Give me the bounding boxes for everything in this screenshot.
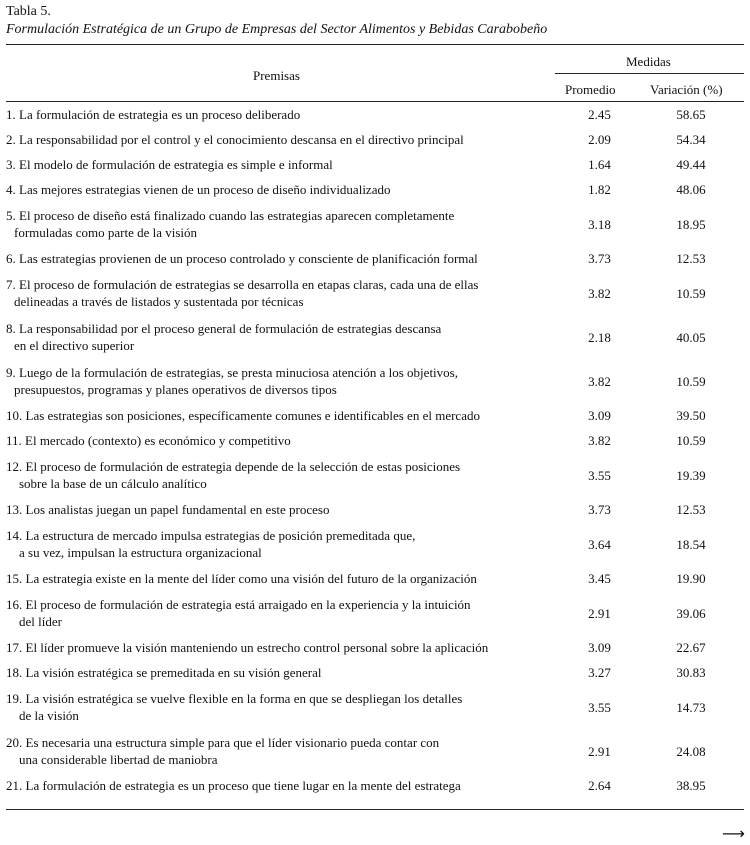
table-row (6, 635, 744, 660)
variacion-value: 18.95 (676, 216, 706, 232)
promedio-value: 3.45 (588, 571, 611, 586)
promedio-value: 3.18 (588, 216, 611, 232)
premisa-line: presupuestos, programas y planes operativos de diversos tipos (14, 382, 337, 397)
premisa-line: en el directivo superior (14, 338, 135, 353)
promedio-value: 3.09 (588, 408, 611, 423)
premisa-text (6, 773, 561, 798)
promedio-value: 3.82 (588, 285, 611, 301)
premisa-text (6, 403, 561, 428)
variacion-value: 12.53 (676, 502, 706, 517)
table-row (6, 315, 744, 359)
premisa-text (6, 428, 561, 453)
variacion-value: 22.67 (676, 640, 706, 655)
premisa-text (6, 315, 561, 359)
header-premisas: Premisas (253, 68, 300, 83)
variacion-value: 49.44 (676, 157, 706, 172)
premisa-line: sobre la base de un cálculo analítico (19, 476, 207, 491)
premisa-text (6, 522, 561, 566)
table-row (6, 428, 744, 453)
premisas-table (6, 102, 744, 798)
variacion-value: 14.73 (676, 699, 706, 715)
premisa-line: 17. El líder promueve la visión manteniendo un estrecho control personal sobre la aplicación (6, 640, 489, 655)
premisa-line: 16. El proceso de formulación de estrategia está arraigado en la experiencia y la intuición (6, 597, 471, 612)
variacion-value: 10.59 (676, 373, 706, 389)
premisa-line: del líder (19, 614, 62, 629)
premisa-text (6, 660, 561, 685)
premisa-line: 18. La visión estratégica se premeditada en su visión general (6, 665, 322, 680)
table-number: Tabla 5. (6, 4, 51, 19)
medidas-rule (555, 73, 744, 74)
table-row (6, 246, 744, 271)
table-row (6, 403, 744, 428)
promedio-value: 2.64 (588, 778, 611, 793)
table-row (6, 453, 744, 497)
promedio-value: 1.82 (588, 182, 611, 197)
promedio-value: 3.09 (588, 640, 611, 655)
table-row (6, 566, 744, 591)
table-row (6, 729, 744, 773)
variacion-value: 40.05 (676, 329, 706, 345)
premisa-line: 7. El proceso de formulación de estrategias se desarrolla en etapas claras, cada una de ellas (6, 277, 479, 292)
premisa-line: 14. La estructura de mercado impulsa estrategias de posición premeditada que, (6, 528, 416, 543)
header-variacion: Variación (%) (650, 82, 723, 97)
premisa-text (6, 152, 561, 177)
promedio-value: 2.18 (588, 329, 611, 345)
promedio-value: 3.27 (588, 665, 611, 680)
premisa-line: 20. Es necesaria una estructura simple para que el líder visionario pueda contar con (6, 735, 440, 750)
promedio-value: 3.55 (588, 699, 611, 715)
variacion-value: 38.95 (676, 778, 706, 793)
table-row (6, 685, 744, 729)
premisa-line: 2. La responsabilidad por el control y el conocimiento descansa en el directivo principal (6, 132, 464, 147)
premisa-line: 10. Las estrategias son posiciones, específicamente comunes e identificables en el mercado (6, 408, 480, 423)
premisa-line: 8. La responsabilidad por el proceso general de formulación de estrategias descansa (6, 321, 442, 336)
variacion-value: 39.06 (676, 605, 706, 621)
premisa-line: 15. La estrategia existe en la mente del líder como una visión del futuro de la organización (6, 571, 477, 586)
promedio-value: 3.82 (588, 433, 611, 448)
premisa-line: a su vez, impulsan la estructura organizacional (19, 545, 262, 560)
variacion-value: 54.34 (676, 132, 706, 147)
promedio-value: 2.45 (588, 107, 611, 122)
bottom-rule (6, 809, 744, 810)
premisa-line: 13. Los analistas juegan un papel fundamental en este proceso (6, 502, 330, 517)
promedio-value: 1.64 (588, 157, 611, 172)
premisa-line: 19. La visión estratégica se vuelve flexible en la forma en que se despliegan los detalles (6, 691, 463, 706)
promedio-value: 2.91 (588, 605, 611, 621)
table-row (6, 591, 744, 635)
header-promedio: Promedio (565, 82, 616, 97)
table-row (6, 497, 744, 522)
premisa-text (6, 202, 561, 246)
premisa-text (6, 271, 561, 315)
premisa-text (6, 102, 561, 127)
promedio-value: 2.91 (588, 743, 611, 759)
top-rule (6, 44, 744, 45)
variacion-value: 58.65 (676, 107, 706, 122)
premisa-text (6, 635, 561, 660)
premisa-text (6, 729, 561, 773)
premisa-line: 11. El mercado (contexto) es económico y competitivo (6, 433, 291, 448)
table-row (6, 127, 744, 152)
variacion-value: 19.90 (676, 571, 706, 586)
variacion-value: 30.83 (676, 665, 706, 680)
premisa-text (6, 497, 561, 522)
premisa-text (6, 177, 561, 202)
promedio-value: 3.73 (588, 502, 611, 517)
table-row (6, 152, 744, 177)
premisa-line: 21. La formulación de estrategia es un proceso que tiene lugar en la mente del estratega (6, 778, 461, 793)
premisa-text (6, 359, 561, 403)
premisa-line: formuladas como parte de la visión (14, 225, 198, 240)
table-title: Formulación Estratégica de un Grupo de Empresas del Sector Alimentos y Bebidas Carabobeño (6, 22, 548, 37)
table-row (6, 773, 744, 798)
table-row (6, 271, 744, 315)
premisa-line: 5. El proceso de diseño está finalizado cuando las estrategias aparecen completamente (6, 208, 455, 223)
premisa-line: 9. Luego de la formulación de estrategias, se presta minuciosa atención a los objetivos, (6, 365, 458, 380)
premisa-text (6, 566, 561, 591)
header-medidas: Medidas (626, 54, 671, 69)
premisa-line: 3. El modelo de formulación de estrategia es simple e informal (6, 157, 333, 172)
promedio-value: 2.09 (588, 132, 611, 147)
variacion-value: 10.59 (676, 433, 706, 448)
premisa-line: de la visión (19, 708, 79, 723)
variacion-value: 18.54 (676, 536, 706, 552)
premisa-line: 12. El proceso de formulación de estrategia depende de la selección de estas posiciones (6, 459, 461, 474)
premisa-text (6, 685, 561, 729)
variacion-value: 19.39 (676, 467, 706, 483)
premisa-line: delineadas a través de listados y sustentada por técnicas (14, 294, 304, 309)
promedio-value: 3.64 (588, 536, 611, 552)
premisa-text (6, 591, 561, 635)
variacion-value: 48.06 (676, 182, 706, 197)
arrow-right-icon: ⟶ (722, 824, 745, 843)
table-row (6, 177, 744, 202)
premisa-line: 1. La formulación de estrategia es un proceso deliberado (6, 107, 301, 122)
variacion-value: 12.53 (676, 251, 706, 266)
premisa-line: 4. Las mejores estrategias vienen de un proceso de diseño individualizado (6, 182, 391, 197)
promedio-value: 3.73 (588, 251, 611, 266)
variacion-value: 10.59 (676, 285, 706, 301)
promedio-value: 3.55 (588, 467, 611, 483)
variacion-value: 39.50 (676, 408, 706, 423)
table-row (6, 202, 744, 246)
premisa-text (6, 246, 561, 271)
table-row (6, 102, 744, 127)
promedio-value: 3.82 (588, 373, 611, 389)
table-row (6, 522, 744, 566)
variacion-value: 24.08 (676, 743, 706, 759)
table-row (6, 359, 744, 403)
table-row (6, 660, 744, 685)
premisa-line: una considerable libertad de maniobra (19, 752, 218, 767)
premisa-line: 6. Las estrategias provienen de un proceso controlado y consciente de planificación formal (6, 251, 478, 266)
premisa-text (6, 453, 561, 497)
premisa-text (6, 127, 561, 152)
